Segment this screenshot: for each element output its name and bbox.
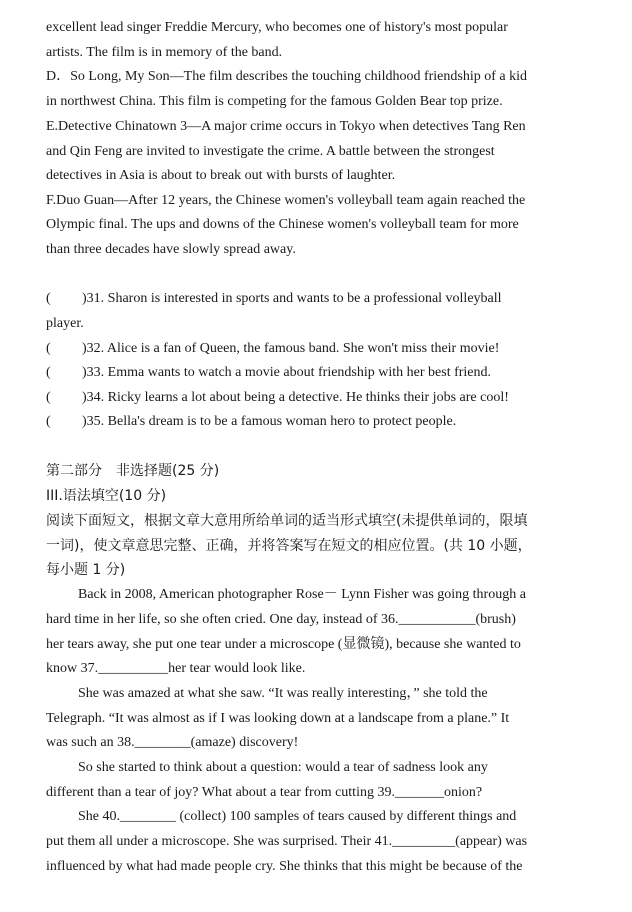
answer-paren[interactable]: ( xyxy=(46,365,51,380)
question-33 xyxy=(46,364,491,382)
cloze-line: So she started to think about a question: would a tear of sadness look any xyxy=(78,760,488,775)
cloze-line: her tears away, she put one tear under a microscope (显微镜), because she wanted to xyxy=(46,637,521,652)
instruction-line: 一词)，使文章意思完整、正确，并将答案写在短文的相应位置。(共 10 小题， xyxy=(46,538,532,554)
cloze-line: Telegraph. “It was almost as if I was looking down at a landscape from a plane.” It xyxy=(46,711,510,726)
passage-line: detectives in Asia is about to break out with bursts of laughter. xyxy=(46,168,396,183)
passage-line: Olympic final. The ups and downs of the Chinese women's volleyball team for more xyxy=(46,217,519,232)
option-d-line: D．So Long, My Son—The film describes the touching childhood friendship of a kid xyxy=(46,69,527,84)
passage-line: excellent lead singer Freddie Mercury, who becomes one of history's most popular xyxy=(46,20,508,35)
passage-line: and Qin Feng are invited to investigate the crime. A battle between the strongest xyxy=(46,144,495,159)
cloze-line: influenced by what had made people cry. She thinks that this might be because of the xyxy=(46,859,523,874)
instruction-line: 每小题 1 分) xyxy=(46,562,126,578)
question-text: )32. Alice is a fan of Queen, the famous band. She won't miss their movie! xyxy=(82,341,500,356)
passage-line: in northwest China. This film is competing for the famous Golden Bear top prize. xyxy=(46,94,503,109)
passage-line: artists. The film is in memory of the band. xyxy=(46,45,283,60)
option-e-line: E.Detective Chinatown 3—A major crime occurs in Tokyo when detectives Tang Ren xyxy=(46,119,526,134)
answer-paren[interactable]: ( xyxy=(46,341,51,356)
cloze-line: She was amazed at what she saw. “It was really interesting，” she told the xyxy=(78,686,488,701)
cloze-line-blank-38: was such an 38.________(amaze) discovery! xyxy=(46,735,299,750)
question-31 xyxy=(46,290,502,308)
cloze-line-blank-40: She 40.________ (collect) 100 samples of tears caused by different things and xyxy=(78,809,517,824)
cloze-line-blank-41: put them all under a microscope. She was surprised. Their 41._________(appear) was xyxy=(46,834,528,849)
cloze-line-blank-36: hard time in her life, so she often cried. One day, instead of 36.___________(brush) xyxy=(46,612,516,627)
section-three-title: III.语法填空(10 分) xyxy=(46,488,167,504)
question-text: )31. Sharon is interested in sports and wants to be a professional volleyball xyxy=(82,291,502,306)
question-text: )33. Emma wants to watch a movie about friendship with her best friend. xyxy=(82,365,492,380)
question-text: )34. Ricky learns a lot about being a detective. He thinks their jobs are cool! xyxy=(82,390,509,405)
question-text: player. xyxy=(46,316,84,331)
answer-paren[interactable]: ( xyxy=(46,390,51,405)
question-34 xyxy=(46,389,509,407)
option-f-line: F.Duo Guan—After 12 years, the Chinese women's volleyball team again reached the xyxy=(46,193,526,208)
cloze-line-blank-39: different than a tear of joy? What about a tear from cutting 39._______onion? xyxy=(46,785,483,800)
instruction-line: 阅读下面短文，根据文章大意用所给单词的适当形式填空(未提供单词的，限填 xyxy=(46,513,528,529)
question-32 xyxy=(46,340,499,358)
answer-paren[interactable]: ( xyxy=(46,291,51,306)
question-text: )35. Bella's dream is to be a famous woman hero to protect people. xyxy=(82,414,457,429)
passage-line: than three decades have slowly spread away. xyxy=(46,242,296,257)
question-31-continued xyxy=(46,315,84,333)
answer-paren[interactable]: ( xyxy=(46,414,51,429)
question-35 xyxy=(46,413,456,431)
part-two-title: 第二部分 非选择题(25 分) xyxy=(46,463,220,479)
cloze-line-blank-37: know 37.__________her tear would look like. xyxy=(46,661,306,676)
cloze-line: Back in 2008, American photographer Rose－ Lynn Fisher was going through a xyxy=(78,587,526,602)
